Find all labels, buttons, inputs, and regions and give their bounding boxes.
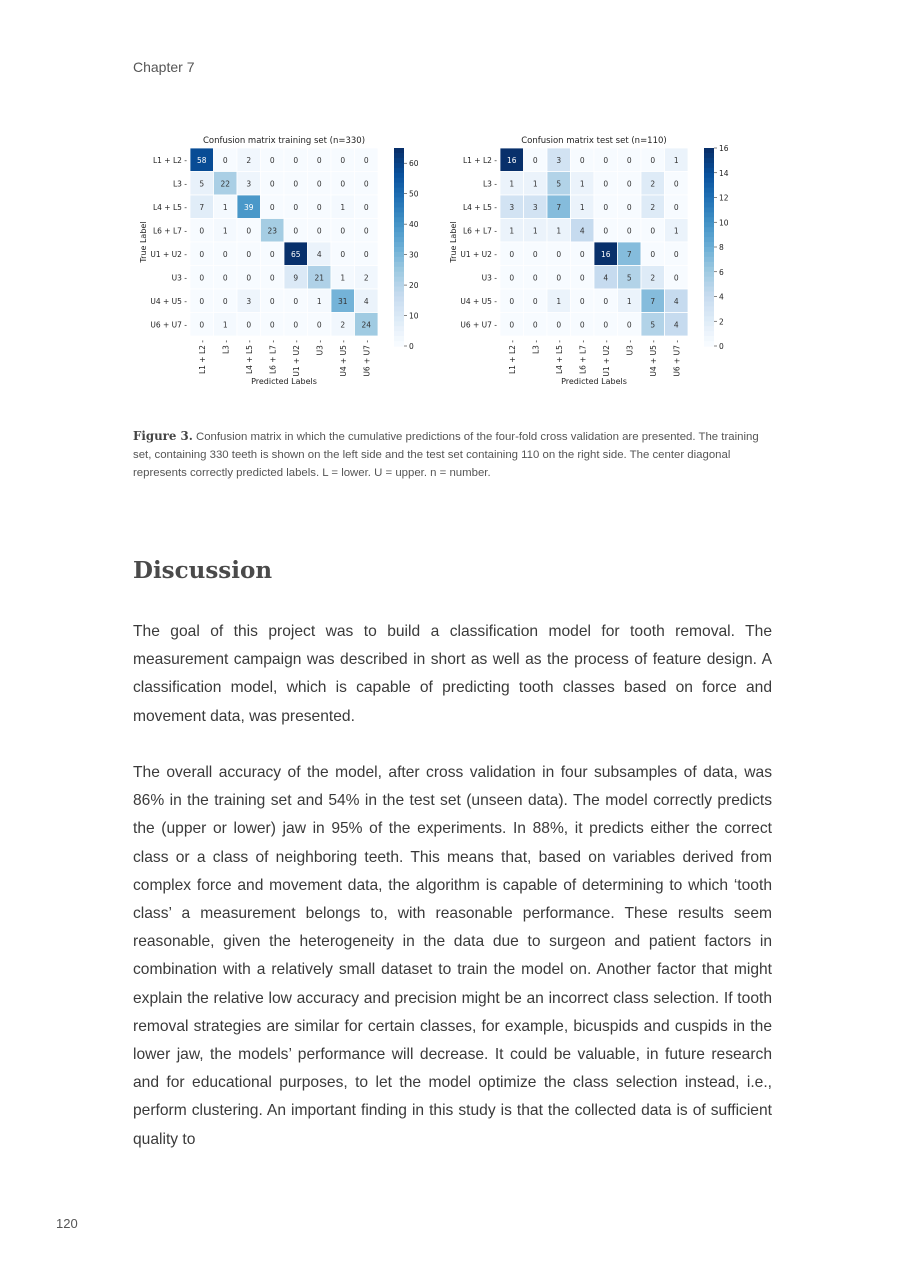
colorbar-tick-label: 2 [719,317,724,327]
cell-value: 0 [269,296,275,306]
cell-value: 0 [650,155,656,165]
cell-value: 0 [509,273,515,283]
colorbar-segment [394,331,404,337]
cell-value: 0 [269,273,275,283]
cell-value: 0 [532,273,538,283]
confusion-matrix-figure [130,130,770,395]
colorbar-segment [394,336,404,342]
section-heading: Discussion [133,557,273,584]
colorbar-segment [394,247,404,253]
cell-value: 4 [363,296,369,306]
cell-value: 3 [246,179,252,189]
col-tick-label: U3 - [315,340,325,356]
x-axis-label: Predicted Labels [561,377,627,386]
row-tick-label: U1 + U2 - [150,249,187,259]
col-tick-label: U6 + U7 - [672,340,682,377]
cell-value: 0 [363,179,369,189]
cell-value: 1 [532,179,538,189]
figure-caption-text: Confusion matrix in which the cumulative predictions of the four-fold cross validation are presented. The training set, containing 330 teeth is shown on the left side and the test set containing 110 on the right side. The center diagonal represents correctly predicted labels. L = lower. U = upper. n = number. [133,431,759,479]
cell-value: 0 [363,202,369,212]
colorbar-segment [394,282,404,288]
colorbar-segment [704,331,714,337]
row-tick-label: U6 + U7 - [460,320,497,330]
colorbar-segment [394,163,404,169]
col-tick-label: L6 + L7 - [268,340,278,375]
colorbar-segment [704,242,714,248]
cell-value: 0 [673,273,679,283]
row-tick-label: U4 + U5 - [460,296,497,306]
colorbar-segment [704,163,714,169]
col-tick-label: U4 + U5 - [338,340,348,377]
cell-value: 0 [579,249,585,259]
colorbar-segment [704,297,714,303]
col-tick-label: U3 - [625,340,635,356]
colorbar-tick-label: 4 [719,292,724,302]
cell-value: 0 [340,155,346,165]
row-tick-label: L3 - [172,179,187,189]
colorbar-segment [704,306,714,312]
colorbar-segment [704,247,714,253]
colorbar-segment [394,292,404,298]
cell-value: 0 [673,249,679,259]
cell-value: 0 [269,202,275,212]
cell-value: 0 [363,226,369,236]
cell-value: 7 [626,249,632,259]
col-tick-label: L3 - [221,340,231,355]
colorbar-segment [394,158,404,164]
colorbar-segment [394,341,404,347]
cell-value: 2 [363,273,369,283]
col-tick-label: L3 - [531,340,541,355]
cell-value: 9 [293,273,299,283]
cell-value: 0 [532,155,538,165]
cell-value: 31 [337,296,348,306]
chart-title: Confusion matrix training set (n=330) [202,136,366,146]
colorbar-segment [704,212,714,218]
colorbar-segment [704,188,714,194]
colorbar-segment [704,237,714,243]
colorbar-segment [394,232,404,238]
colorbar-segment [704,341,714,347]
row-tick-label: U3 - [171,273,187,283]
colorbar-segment [704,301,714,307]
cell-value: 0 [556,320,562,330]
cell-value: 0 [246,226,252,236]
colorbar-segment [394,306,404,312]
colorbar-segment [704,321,714,327]
cell-value: 1 [673,155,679,165]
colorbar-segment [704,222,714,228]
colorbar-segment [704,232,714,238]
cell-value: 0 [293,202,299,212]
cell-value: 0 [603,226,609,236]
cell-value: 2 [340,320,346,330]
cell-value: 0 [199,273,205,283]
cell-value: 0 [199,249,205,259]
y-axis-label: True Label [449,221,458,263]
cell-value: 7 [650,296,656,306]
cell-value: 0 [199,320,205,330]
cell-value: 0 [603,320,609,330]
row-tick-label: U4 + U5 - [150,296,187,306]
cell-value: 0 [269,249,275,259]
colorbar-segment [704,173,714,179]
colorbar-segment [394,198,404,204]
cell-value: 4 [579,226,585,236]
cell-value: 0 [316,155,322,165]
cell-value: 0 [222,155,228,165]
colorbar-segment [394,148,404,154]
cell-value: 0 [579,273,585,283]
colorbar-segment [394,207,404,213]
cell-value: 0 [509,249,515,259]
cell-value: 0 [579,296,585,306]
body-paragraph-2: The overall accuracy of the model, after cross validation in four subsamples of data, was 86% in the training set and 54% in the test set (unseen data). The model correctly predicts the (upper or lower) jaw in 95% of the experiments. In 88%, it predicts either the correct class or a class of neighboring teeth. This means that, based on variables derived from complex force and movement data, the algorithm is capable of determining to which ‘tooth class’ a measurement belongs to, with reasonable performance. These results seem reasonable, given the heterogeneity in the data due to surgeon and patient factors in combination with a relatively small dataset to train the model on. Another factor that might explain the relative low accuracy and precision might be an incorrect class selection. If tooth removal strategies are similar for certain classes, for example, bicuspids and cuspids in the lower jaw, the models’ performance will decrease. It could be valuable, in future research and for educational purposes, to let the model optimize the class selection instead, i.e., perform clustering. An important finding in this study is that the collected data is of sufficient quality to [133,764,772,1148]
cell-value: 1 [626,296,632,306]
cell-value: 0 [269,179,275,189]
colorbar-segment [704,316,714,322]
col-tick-label: U1 + U2 - [291,340,301,377]
colorbar-segment [704,198,714,204]
cell-value: 23 [267,226,278,236]
figure-caption-label: Figure 3. [133,429,193,443]
figure-caption [133,427,773,482]
colorbar-segment [704,178,714,184]
colorbar-segment [394,212,404,218]
colorbar-segment [394,267,404,273]
row-tick-label: L3 - [482,179,497,189]
cell-value: 0 [222,296,228,306]
cell-value: 0 [556,249,562,259]
colorbar-segment [704,282,714,288]
cell-value: 0 [199,296,205,306]
cell-value: 0 [509,296,515,306]
colorbar-segment [704,267,714,273]
colorbar-segment [394,277,404,283]
cell-value: 4 [673,296,679,306]
cell-value: 4 [316,249,322,259]
row-tick-label: U6 + U7 - [150,320,187,330]
colorbar-segment [394,173,404,179]
colorbar-segment [394,222,404,228]
cell-value: 5 [199,179,205,189]
cell-value: 1 [222,226,228,236]
cell-value: 0 [673,179,679,189]
cell-value: 22 [220,179,231,189]
colorbar-segment [704,277,714,283]
cell-value: 0 [673,202,679,212]
cell-value: 1 [579,179,585,189]
cell-value: 24 [361,320,372,330]
colorbar-tick-label: 10 [409,311,419,321]
y-axis-label: True Label [139,221,148,263]
cell-value: 0 [246,273,252,283]
cell-value: 0 [603,296,609,306]
col-tick-label: L4 + L5 - [244,340,254,375]
body-paragraph-1: The goal of this project was to build a classification model for tooth removal. The measurement campaign was described in short as well as the process of feature design. A classification model, which is capable of predicting tooth classes based on force and movement data, was presented. [133,623,772,725]
cell-value: 0 [626,179,632,189]
cell-value: 2 [246,155,252,165]
cell-value: 0 [340,226,346,236]
cell-value: 0 [269,320,275,330]
col-tick-label: L1 + L2 - [507,340,517,375]
colorbar-segment [704,336,714,342]
cell-value: 0 [316,320,322,330]
cell-value: 0 [340,249,346,259]
cell-value: 1 [579,202,585,212]
colorbar-segment [704,287,714,293]
cell-value: 7 [556,202,562,212]
cell-value: 4 [673,320,679,330]
cell-value: 3 [556,155,562,165]
colorbar-segment [704,183,714,189]
cell-value: 0 [603,179,609,189]
cell-value: 5 [556,179,562,189]
cell-value: 0 [579,155,585,165]
cell-value: 1 [222,320,228,330]
cell-value: 0 [532,320,538,330]
cell-value: 39 [243,202,254,212]
cell-value: 0 [556,273,562,283]
cell-value: 3 [509,202,515,212]
colorbar-segment [394,311,404,317]
cell-value: 0 [626,202,632,212]
cell-value: 0 [532,296,538,306]
col-tick-label: U1 + U2 - [601,340,611,377]
x-axis-label: Predicted Labels [251,377,317,386]
row-tick-label: L1 + L2 - [152,155,187,165]
cell-value: 21 [314,273,325,283]
colorbar-tick-label: 6 [719,267,724,277]
cell-value: 16 [506,155,517,165]
colorbar-tick-label: 40 [409,220,419,230]
colorbar-segment [394,316,404,322]
cell-value: 0 [650,226,656,236]
cell-value: 2 [650,202,656,212]
cell-value: 0 [293,226,299,236]
cell-value: 5 [650,320,656,330]
cell-value: 0 [316,202,322,212]
cell-value: 65 [290,249,301,259]
colorbar-segment [704,153,714,159]
cell-value: 1 [556,226,562,236]
cell-value: 0 [269,155,275,165]
colorbar-segment [394,272,404,278]
chart-title: Confusion matrix test set (n=110) [521,136,667,146]
col-tick-label: U4 + U5 - [648,340,658,377]
cell-value: 58 [196,155,207,165]
cell-value: 1 [316,296,322,306]
colorbar-segment [704,168,714,174]
colorbar-segment [394,262,404,268]
colorbar-segment [394,252,404,258]
cell-value: 0 [340,179,346,189]
colorbar-segment [394,227,404,233]
cell-value: 2 [650,179,656,189]
cell-value: 0 [293,155,299,165]
colorbar-tick-label: 0 [409,342,414,351]
cell-value: 0 [246,320,252,330]
row-tick-label: U3 - [481,273,497,283]
cell-value: 0 [579,320,585,330]
cell-value: 0 [222,249,228,259]
colorbar-segment [704,227,714,233]
cell-value: 0 [532,249,538,259]
cell-value: 0 [246,249,252,259]
cell-value: 4 [603,273,609,283]
colorbar-tick-label: 14 [719,168,729,178]
colorbar-segment [394,183,404,189]
row-tick-label: L4 + L5 - [152,202,187,212]
colorbar-segment [394,321,404,327]
colorbar-segment [704,158,714,164]
colorbar-segment [704,311,714,317]
cell-value: 0 [650,249,656,259]
cell-value: 1 [222,202,228,212]
colorbar-tick-label: 30 [409,250,419,260]
cell-value: 1 [556,296,562,306]
colorbar-segment [394,217,404,223]
cell-value: 0 [199,226,205,236]
cell-value: 0 [363,249,369,259]
cell-value: 0 [316,226,322,236]
cell-value: 5 [626,273,632,283]
colorbar-segment [704,272,714,278]
cell-value: 7 [199,202,205,212]
colorbar-segment [394,242,404,248]
colorbar-segment [394,297,404,303]
colorbar-segment [394,193,404,199]
col-tick-label: L6 + L7 - [578,340,588,375]
colorbar-segment [394,202,404,208]
cell-value: 0 [222,273,228,283]
colorbar-tick-label: 20 [409,281,419,291]
cell-value: 1 [532,226,538,236]
cell-value: 16 [600,249,611,259]
colorbar-tick-label: 0 [719,342,724,351]
cell-value: 0 [509,320,515,330]
colorbar-segment [704,257,714,263]
cell-value: 1 [509,179,515,189]
cell-value: 3 [532,202,538,212]
colorbar-segment [394,153,404,159]
cell-value: 0 [293,179,299,189]
row-tick-label: L6 + L7 - [462,226,497,236]
colorbar-tick-label: 10 [719,218,729,228]
cell-value: 0 [626,320,632,330]
colorbar-segment [394,257,404,263]
colorbar-tick-label: 50 [409,189,419,199]
row-tick-label: L4 + L5 - [462,202,497,212]
cell-value: 0 [363,155,369,165]
cell-value: 0 [293,296,299,306]
colorbar-tick-label: 12 [719,193,729,203]
running-head: Chapter 7 [133,59,195,75]
colorbar-segment [704,202,714,208]
colorbar-segment [704,148,714,154]
colorbar-segment [394,188,404,194]
cell-value: 0 [603,155,609,165]
colorbar-tick-label: 16 [719,144,729,153]
colorbar-segment [704,292,714,298]
col-tick-label: U6 + U7 - [362,340,372,377]
cell-value: 1 [509,226,515,236]
colorbar-segment [394,178,404,184]
row-tick-label: U1 + U2 - [460,249,497,259]
col-tick-label: L4 + L5 - [554,340,564,375]
colorbar-segment [704,326,714,332]
colorbar-segment [394,237,404,243]
cell-value: 3 [246,296,252,306]
cell-value: 0 [293,320,299,330]
page-number: 120 [56,1216,78,1231]
colorbar-segment [394,168,404,174]
colorbar-segment [704,207,714,213]
colorbar-segment [704,262,714,268]
row-tick-label: L6 + L7 - [152,226,187,236]
colorbar-tick-label: 60 [409,159,419,169]
colorbar-segment [704,217,714,223]
colorbar-segment [394,326,404,332]
colorbar-segment [394,287,404,293]
colorbar-segment [704,252,714,258]
cell-value: 1 [673,226,679,236]
colorbar-tick-label: 8 [719,243,724,252]
cell-value: 1 [340,273,346,283]
cell-value: 0 [603,202,609,212]
row-tick-label: L1 + L2 - [462,155,497,165]
cell-value: 1 [340,202,346,212]
colorbar-segment [704,193,714,199]
cell-value: 0 [626,155,632,165]
cell-value: 2 [650,273,656,283]
cell-value: 0 [316,179,322,189]
colorbar-segment [394,301,404,307]
col-tick-label: L1 + L2 - [197,340,207,375]
cell-value: 0 [626,226,632,236]
